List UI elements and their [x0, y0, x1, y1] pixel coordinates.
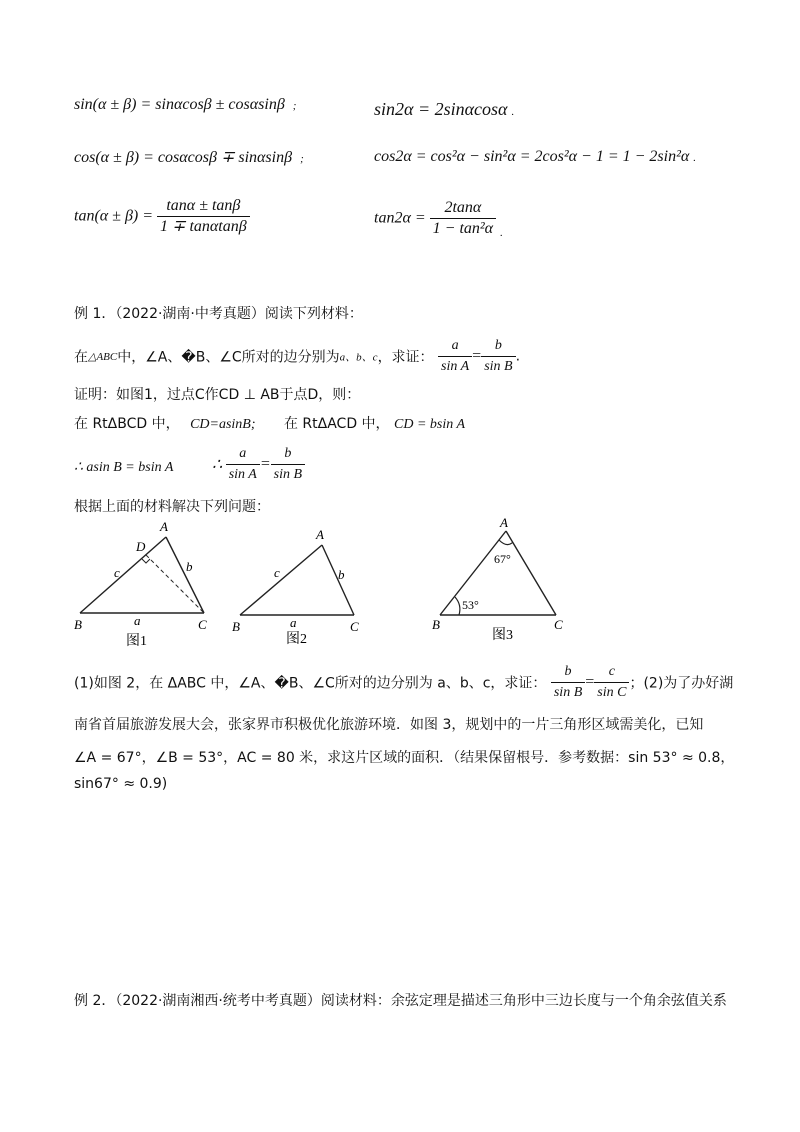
fig2-label-a: a [290, 615, 297, 630]
fig1-caption: 图1 [126, 634, 147, 649]
formula-sin-double: sin2α = 2sinαcosα . [374, 99, 515, 119]
example1-solve-line: 根据上面的材料解决下列问题： [74, 499, 270, 515]
fig1-label-C: C [198, 617, 207, 632]
fig2-label-A: A [316, 527, 324, 542]
formula-tan-sum: tan(α ± β) = $\frac{\tan\alpha \pm \tan\beta}{1 \mp \tan\alpha\tan\beta}$ [74, 196, 250, 237]
fig3-label-B: B [432, 617, 440, 632]
figure-3 [432, 515, 563, 643]
fig3-caption: 图3 [492, 628, 513, 643]
question-line-4: sin67° ≈ 0.9) [74, 776, 168, 792]
fig1-label-D: D [136, 539, 146, 554]
fig2-label-C: C [350, 619, 359, 634]
question-line-2: 南省首届旅游发展大会，张家界市积极优化旅游环境．如图 3，规划中的一片三角形区域需美化，已知 [74, 717, 704, 733]
fig2-caption: 图2 [286, 632, 307, 647]
example1-proof-line: 证明：如图1，过点C作CD ⊥ AB于点D，则： [74, 387, 361, 403]
q1-fraction-right: $\frac{c}{\text{sin C}}$ [594, 662, 629, 703]
fig2-label-c: c [274, 565, 280, 580]
fig2-label-b: b [338, 567, 345, 582]
formula-cos-double: cos2α = cos²α − sin²α = 2cos²α − 1 = 1 − 2sin²α . [374, 148, 697, 165]
example1-therefore-1: ∴ asin B = bsin A [74, 460, 174, 475]
figures-svg [0, 515, 800, 655]
tan-double-fraction: $\frac{2\tan\alpha}{\text{1 − tan²α}}$ [430, 198, 496, 239]
example1-title: 例 1．（2022·湖南·中考真题）阅读下列材料： [74, 306, 363, 322]
formula-sin-sum: sin(α ± β) = sinαcosβ ± cosαsinβ ; [74, 96, 297, 113]
question-line-3: ∠A = 67°，∠B = 53°，AC = 80 米，求这片区域的面积．（结果保留根号．参考数据：sin 53° ≈ 0.8， [74, 750, 735, 766]
figure-1 [74, 519, 207, 649]
fig1-label-c: c [114, 565, 120, 580]
tan-sum-fraction: $\frac{\tan\alpha \pm \tan\beta}{1 \mp \tan\alpha\tan\beta}$ [157, 196, 250, 237]
given-fraction-right: $\frac{b}{\text{sin B}}$ [481, 336, 515, 377]
fig3-label-A: A [500, 515, 508, 530]
formula-tan-double: tan2α = $\frac{2\tan\alpha}{\text{1 − tan²α}}$ . [374, 199, 503, 239]
fig3-label-C: C [554, 617, 563, 632]
fig3-angle-53: 53° [462, 598, 479, 612]
figure-2 [232, 527, 359, 647]
fig3-angle-67: 67° [494, 552, 511, 566]
therefore-fraction-right: $\frac{b}{\text{sin B}}$ [271, 444, 305, 485]
given-fraction-left: $\frac{a}{\text{sin A}}$ [438, 336, 472, 377]
example1-given: 在△ABC中，∠A、�B、∠C所对的边分别为a、b、c，求证： $\frac{a}{\text{sin A}}$ = $\frac{b}{\text{sin B}}$ . [74, 336, 520, 377]
fig1-label-b: b [186, 559, 193, 574]
fig1-label-a: a [134, 613, 141, 628]
fig2-label-B: B [232, 619, 240, 634]
example2-title: 例 2．（2022·湖南湘西·统考中考真题）阅读材料：余弦定理是描述三角形中三边长度与一个角余弦值关系 [74, 993, 727, 1009]
fig1-label-B: B [74, 617, 82, 632]
q1-fraction-left: $\frac{b}{\text{sin B}}$ [551, 662, 585, 703]
therefore-fraction-left: $\frac{a}{\text{sin A}}$ [226, 444, 260, 485]
example1-therefore-2: ∴ $\frac{a}{\text{sin A}}$ = $\frac{b}{\text{sin B}}$ [212, 444, 305, 485]
question-line-1: (1)如图 2，在 ΔABC 中，∠A、�B、∠C所对的边分别为 a、b、c，求证： $\frac{b}{\text{sin B}}$ = $\frac{c}{\text{sin C}}$ ；(2)为了办好湖 [74, 662, 733, 703]
example1-rt-line: 在 RtΔBCD 中， CD=asinB; 在 RtΔACD 中， CD = bsin A [74, 416, 466, 432]
formula-cos-sum: cos(α ± β) = cosαcosβ ∓ sinαsinβ ; [74, 149, 304, 166]
fig1-label-A: A [160, 519, 168, 534]
